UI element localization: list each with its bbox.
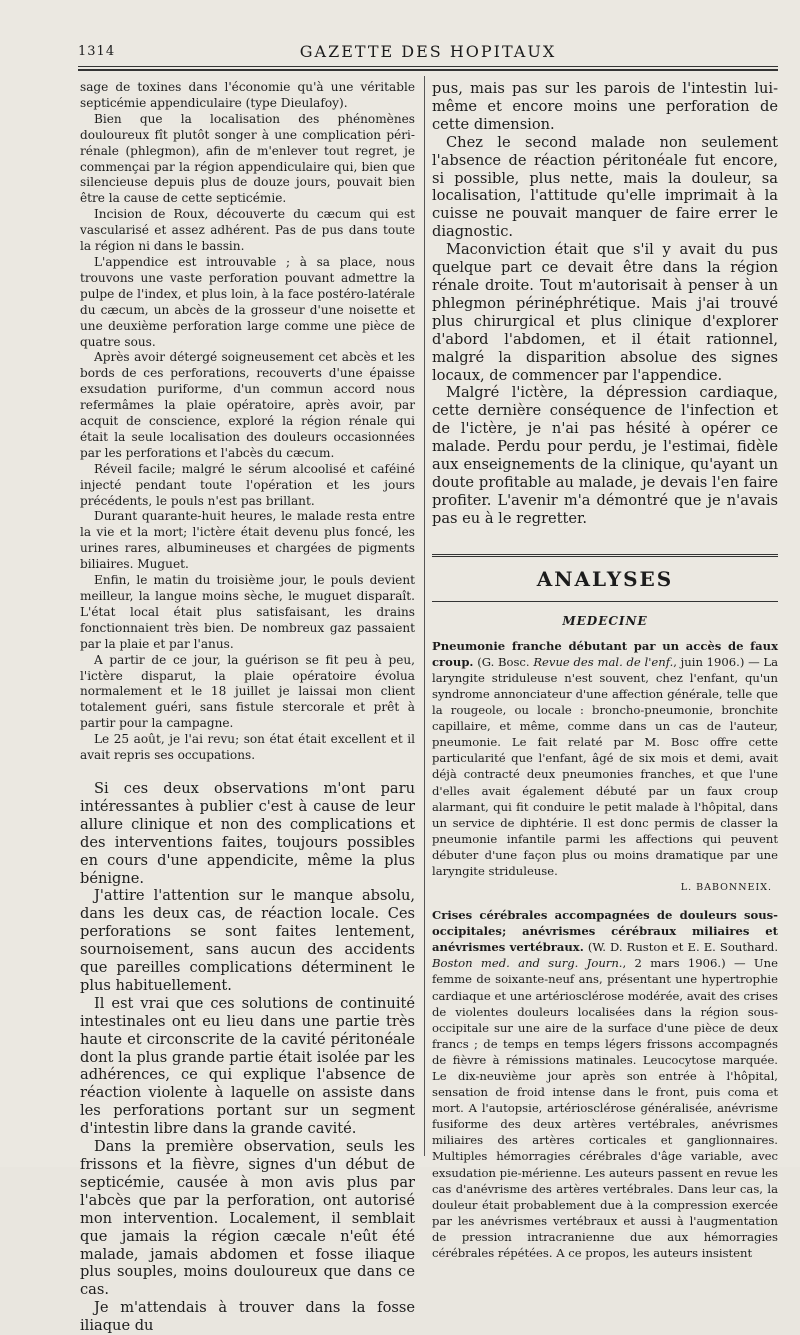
abstract-ref: (W. D. Ruston et E. E. Southard. [583,940,779,955]
paragraph: Dans la première observation, seuls les frissons et la fièvre, signes d'un début de septicémie, causée à mon avis plus par l'abcès que par la perforation, ont autorisé mon intervention. Localement, il semblait que jamais la région cæcale n'eût été malade, jamais abdomen et fosse iliaque plus souples, moins douloureux que dans ce cas. [80,1138,415,1299]
section-rule-thin [432,601,778,602]
abstract-ref: (G. Bosc. [477,654,534,669]
discussion-continued [432,80,778,528]
paragraph: Si ces deux observations m'ont paru intéressantes à publier c'est à cause de leur allure clinique et non des complications et des interventions faites, toujours possibles en cours d'une appendicite, même la plus bénigne. [80,779,415,887]
paragraph: pus, mais pas sur les parois de l'intestin lui-même et encore moins une perforation de cette dimension. [432,80,778,133]
paragraph: Je m'attendais à trouver dans la fosse iliaque du [80,1299,415,1335]
paragraph: A partir de ce jour, la guérison se fit peu à peu, l'ictère disparut, la plaie opératoire évolua normalement et le 18 juillet je laissai mon client totalement guéri, sans fistule stercorale et prêt à partir pour la campagne. [80,652,415,731]
abstract-ref-date: , juin 1906.) [673,654,745,669]
paragraph: Enfin, le matin du troisième jour, le pouls devient meilleur, la langue moins sèche, le muguet disparaît. L'état local était plus satisfaisant, les drains fonctionnaient très bien. De nombreux gaz passaient par la plaie et par l'anus. [80,573,415,651]
paragraph: Réveil facile; malgré le sérum alcoolisé et caféiné injecté pendant toute l'opération et les jours précédents, le pouls n'est pas brillant. [80,461,415,508]
left-column [80,80,415,1335]
abstract-journal: Revue des mal. de l'enf. [533,654,674,669]
header-rule [78,66,778,67]
abstract-journal: Boston med. and surg. Journ. [432,956,623,971]
observation-text [80,80,415,764]
right-column [432,80,778,1261]
page-header [78,40,778,64]
paragraph: J'attire l'attention sur le manque absolu, dans les deux cas, de réaction locale. Ces perforations se sont faites lentement, sournoisement, sans aucun des accidents que pareilles complications déterminent le plus habituellement. [80,887,415,994]
abstract-title: Pneumonie franche débutant par un accès de faux croup. [432,638,778,669]
header-rule-thick [78,69,778,71]
journal-title: GAZETTE DES HOPITAUX [299,42,557,61]
paragraph: L'appendice est introuvable ; à sa place, nous trouvons une vaste perforation pouvant admettre la pulpe de l'index, et plus loin, à la face postéro-latérale du cæcum, un abcès de la grosseur d'une noisette et une deuxième perforation large comme une pièce de quatre sous. [80,254,415,349]
abstract-title: Crises cérébrales accompagnées de douleurs sous-occipitales; anévrismes cérébraux miliaires et anévrismes vertébraux. [432,908,778,955]
abstract-author: L. BABONNEIX. [680,882,772,894]
paragraph: Durant quarante-huit heures, le malade resta entre la vie et la mort; l'ictère était devenu plus foncé, les urines rares, albumineuses et chargées de pigments biliaires. Muguet. [80,509,415,572]
section-rule [432,554,778,557]
abstract-2 [432,907,778,1261]
paragraph: Après avoir détergé soigneusement cet abcès et les bords de ces perforations, recouverts d'une épaisse exsudation puriforme, d'un commun accord nous refermâmes la plaie opératoire, après avoir, par acquit de conscience, exploré la région rénale qui était la seule localisation des douleurs occasionnées par les perforations et l'abcès du cæcum. [80,350,415,460]
paragraph: Il est vrai que ces solutions de continuité intestinales ont eu lieu dans une partie très haute et circonscrite de la cavité péritonéale dont la plus grande partie était isolée par les adhérences, ce qui explique l'absence de réaction violente à laquelle on assiste dans les perforations portant sur un segment d'intestin libre dans la grande cavité. [80,994,415,1138]
page-number: 1314 [78,44,116,59]
paragraph: Bien que la localisation des phénomènes douloureux fît plutôt songer à une complication péri-rénale (phlegmon), afin de m'enlever tout regret, je commençai par la région appendiculaire qui, bien que silencieuse depuis plus de douze jours, pouvait bien être la cause de cette septicémie. [80,111,415,206]
column-divider [424,76,425,1156]
paragraph: Incision de Roux, découverte du cæcum qui est vascularisé et assez adhérent. Pas de pus dans toute la région ni dans le bassin. [80,207,415,254]
abstract-1 [432,638,778,893]
abstract-body: — La laryngite striduleuse n'est souvent, chez l'enfant, qu'un syndrome annonciateur d'une affection générale, telle que la rougeole, ou locale : broncho-pneumonie, bronchite capillaire, et même, comme dans un cas de l'auteur, pneumonie. Le fait relaté par M. Bosc offre cette particularité que l'enfant, âgé de six mois et demi, avait déjà contracté deux pneumonies franches, et que l'une d'elles avait également débuté par un faux croup alarmant, qui fit conduire le petit malade à l'hôpital, dans un service de diphtérie. Il est donc permis de classer la pneumonie infantile parmi les affections qui peuvent débuter d'une façon plus ou moins dramatique par une laryngite striduleuse. [432,654,779,878]
abstract-body: — Une femme de soixante-neuf ans, présentant une hypertrophie cardiaque et une artériosclérose modérée, avait des crises de violentes douleurs localisées dans la région sous-occipitale sur une aire de la surface d'une pièce de deux francs ; de temps en temps légers frissons accompagnés de fièvre à rémissions matinales. Leucocytose marquée. Le dix-neuvième jour après son entrée à l'hôpital, sensation de froid intense dans le front, puis coma et mort. A l'autopsie, artériosclérose généralisée, anévrisme fusiforme des deux artères vertébrales, anévrismes miliaires des artères corticales et ganglionnaires. Multiples hémorragies cérébrales d'âge variable, avec exsudation pie-mérienne. Les auteurs passent en revue les cas d'anévrisme des artères vertébrales. Dans leur cas, la douleur était probablement due à la compression exercée par les anévrismes vertébraux et aussi à l'augmentation de pression intracranienne due aux hémorragies cérébrales répétées. A ce propos, les auteurs insistent [432,956,778,1261]
section-title: ANALYSES [536,566,674,591]
paragraph: Maconviction était que s'il y avait du pus quelque part ce devait être dans la région rénale droite. Tout m'autorisait à penser à un phlegmon périnéphrétique. Mais j'ai trouvé plus chirurgical et plus clinique d'explorer d'abord l'abdomen, et il était rationnel, malgré la disparition absolue des signes locaux, de commencer par l'appendice. [432,241,778,384]
abstract-ref-date: , 2 mars 1906.) [622,956,726,971]
paragraph: Malgré l'ictère, la dépression cardiaque, cette dernière conséquence de l'infection et de l'ictère, je n'ai pas hésité à opérer ce malade. Perdu pour perdu, je l'estimai, fidèle aux enseignements de la clinique, qu'ayant un doute profitable au malade, je devais l'en faire profiter. L'avenir m'a démontré que je n'avais pas eu à le regretter. [432,384,778,527]
paragraph: sage de toxines dans l'économie qu'à une véritable septicémie appendiculaire (type Dieulafoy). [80,80,415,110]
subsection-title: MEDECINE [562,613,648,628]
paragraph: Chez le second malade non seulement l'absence de réaction péritonéale fut encore, si possible, plus nette, mais la douleur, sa localisation, l'attitude qu'elle imprimait à la cuisse ne pouvait manquer de faire errer le diagnostic. [432,133,778,241]
paragraph: Le 25 août, je l'ai revu; son état était excellent et il avait repris ses occupations. [80,732,415,763]
discussion-text [80,780,415,1335]
